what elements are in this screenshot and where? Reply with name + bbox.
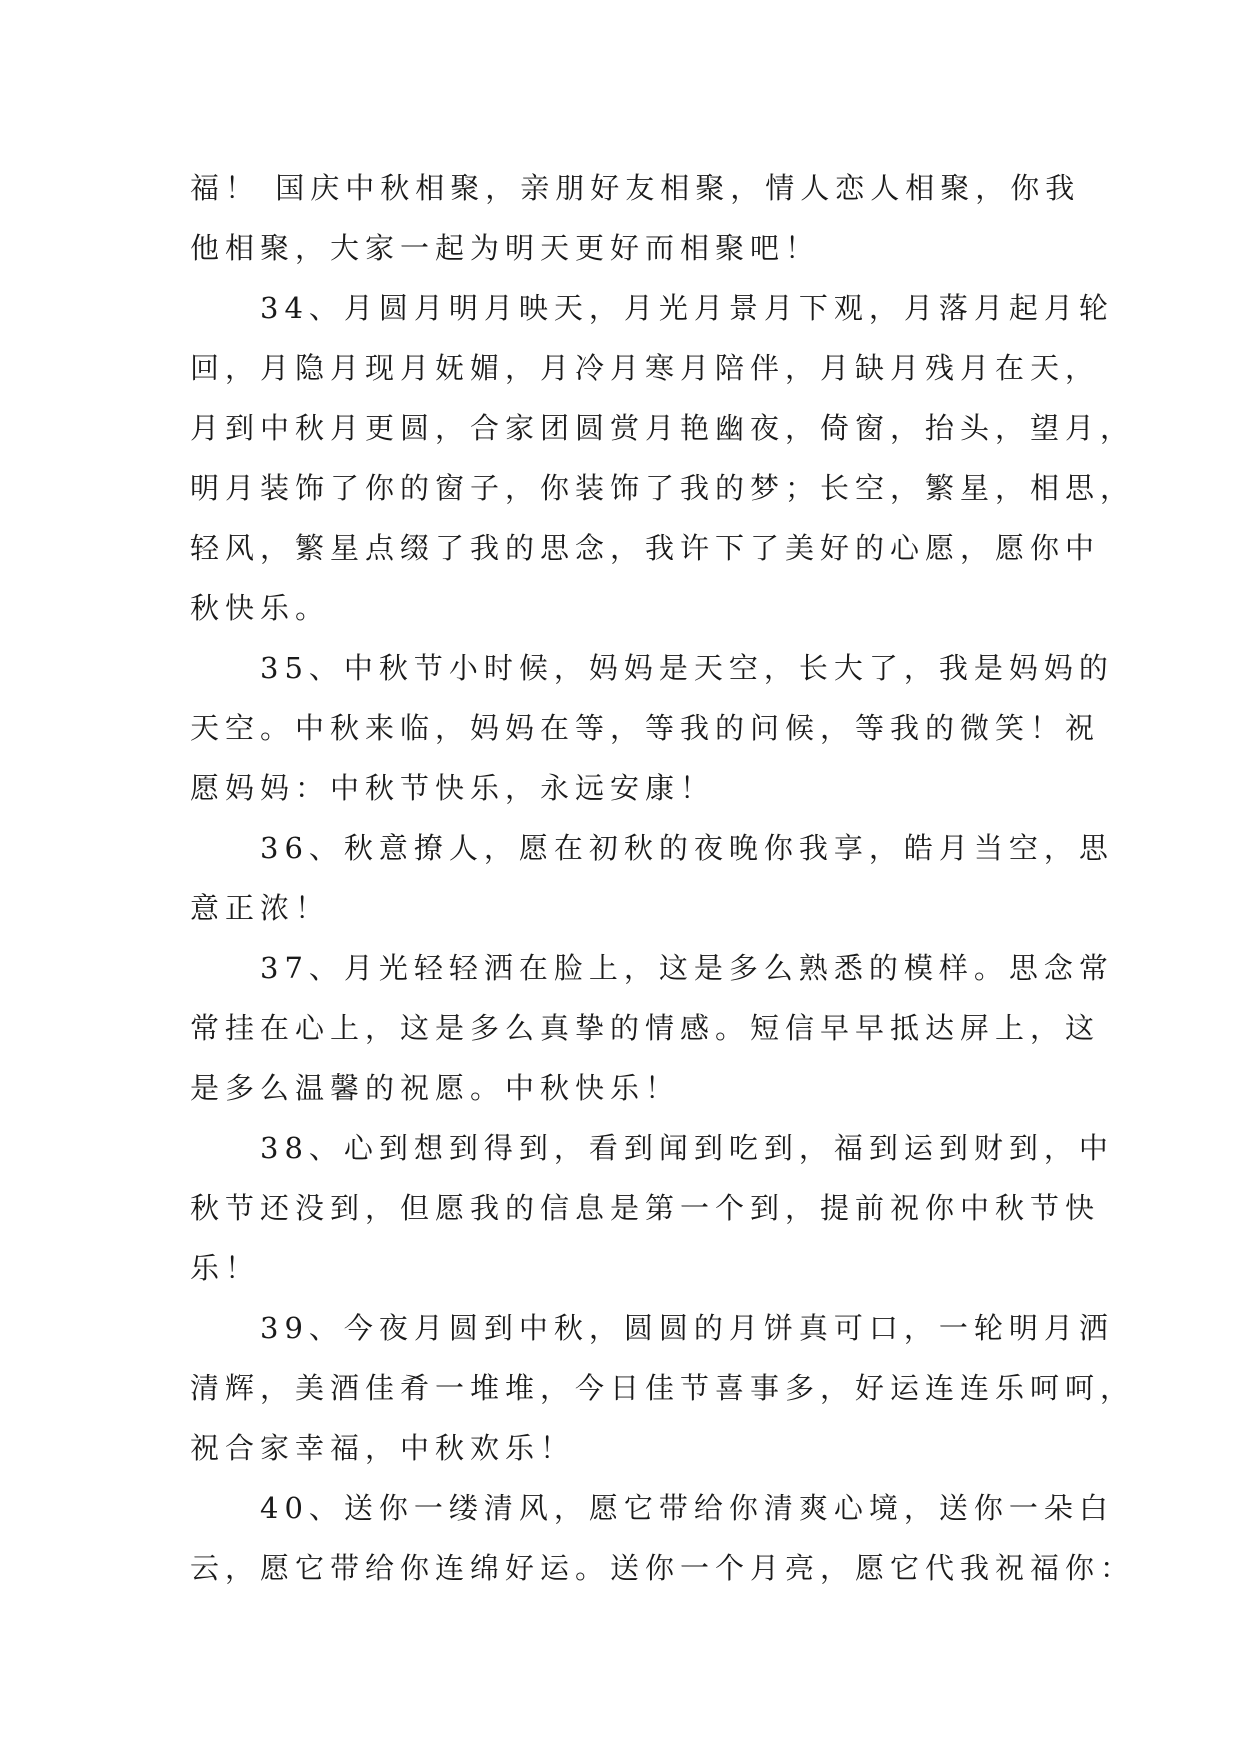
text-line: 38、心到想到得到，看到闻到吃到，福到运到财到，中 — [190, 1131, 1114, 1165]
text-line: 他相聚，大家一起为明天更好而相聚吧！ — [190, 231, 821, 265]
text-line: 秋快乐。 — [190, 591, 331, 625]
text-line: 云，愿它带给你连绵好运。送你一个月亮，愿它代我祝福你： — [190, 1551, 1136, 1585]
text-line: 乐！ — [190, 1251, 261, 1285]
text-line: 清辉，美酒佳肴一堆堆，今日佳节喜事多，好运连连乐呵呵， — [190, 1371, 1136, 1405]
text-line: 月到中秋月更圆，合家团圆赏月艳幽夜，倚窗，抬头，望月， — [190, 411, 1136, 445]
paragraph-34 — [190, 278, 1136, 638]
text-line: 轻风，繁星点缀了我的思念，我许下了美好的心愿，愿你中 — [190, 531, 1101, 565]
text-line: 37、月光轻轻洒在脸上，这是多么熟悉的模样。思念常 — [190, 951, 1114, 985]
text-line: 福！ 国庆中秋相聚，亲朋好友相聚，情人恋人相聚，你我 — [190, 171, 1081, 205]
text-line: 愿妈妈：中秋节快乐，永远安康！ — [190, 771, 716, 805]
text-line: 意正浓！ — [190, 891, 331, 925]
text-line: 回，月隐月现月妩媚，月冷月寒月陪伴，月缺月残月在天， — [190, 351, 1101, 385]
paragraph-closing-33 — [190, 158, 1081, 278]
paragraph-36 — [190, 818, 1114, 938]
paragraph-38 — [190, 1118, 1114, 1298]
text-line: 明月装饰了你的窗子，你装饰了我的梦；长空，繁星，相思， — [190, 471, 1136, 505]
text-line: 祝合家幸福，中秋欢乐！ — [190, 1431, 576, 1465]
paragraph-39 — [190, 1298, 1136, 1478]
text-line: 常挂在心上，这是多么真挚的情感。短信早早抵达屏上，这 — [190, 1011, 1101, 1045]
text-line: 天空。中秋来临，妈妈在等，等我的问候，等我的微笑！祝 — [190, 711, 1101, 745]
text-line: 34、月圆月明月映天，月光月景月下观，月落月起月轮 — [190, 291, 1114, 325]
text-line: 35、中秋节小时候，妈妈是天空，长大了，我是妈妈的 — [190, 651, 1114, 685]
document-body — [190, 158, 1136, 1598]
text-line: 秋节还没到，但愿我的信息是第一个到，提前祝你中秋节快 — [190, 1191, 1101, 1225]
paragraph-37 — [190, 938, 1114, 1118]
text-line: 36、秋意撩人，愿在初秋的夜晚你我享，皓月当空，思 — [190, 831, 1114, 865]
paragraph-35 — [190, 638, 1114, 818]
paragraph-40 — [190, 1478, 1136, 1598]
text-line: 是多么温馨的祝愿。中秋快乐！ — [190, 1071, 681, 1105]
text-line: 40、送你一缕清风，愿它带给你清爽心境，送你一朵白 — [190, 1491, 1114, 1525]
text-line: 39、今夜月圆到中秋，圆圆的月饼真可口，一轮明月洒 — [190, 1311, 1114, 1345]
